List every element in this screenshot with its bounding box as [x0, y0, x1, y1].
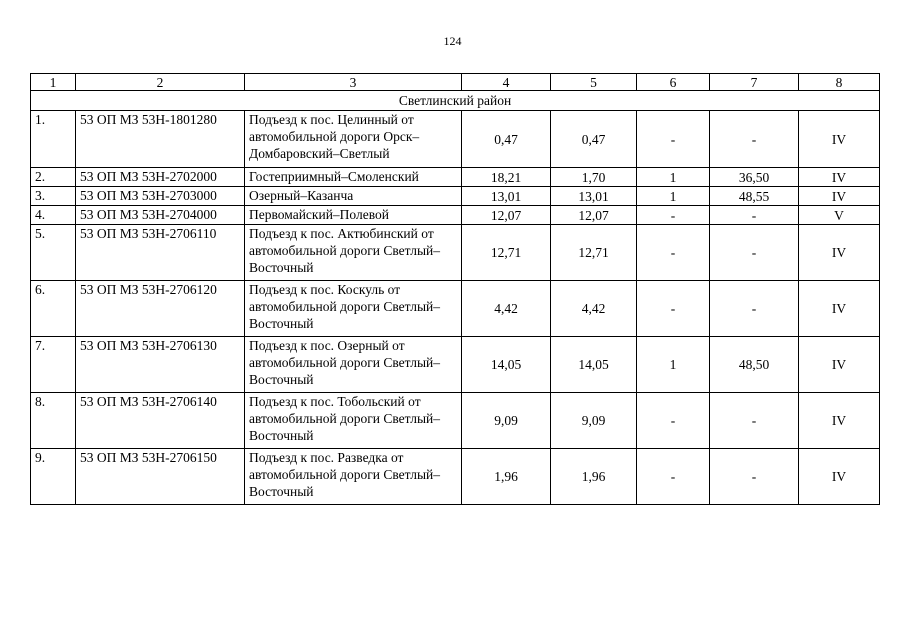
column-number: 8: [799, 74, 880, 91]
column-5-value: 1,96: [551, 449, 637, 505]
column-7-value: -: [710, 281, 799, 337]
row-number: 7.: [31, 337, 76, 393]
column-4-value: 1,96: [462, 449, 551, 505]
row-number: 5.: [31, 225, 76, 281]
table-row: [31, 168, 880, 187]
column-number-row: [31, 74, 880, 91]
row-number: 8.: [31, 393, 76, 449]
roads-table-body: [31, 74, 880, 505]
column-5-value: 14,05: [551, 337, 637, 393]
road-category: IV: [799, 449, 880, 505]
column-4-value: 12,71: [462, 225, 551, 281]
row-number: 3.: [31, 187, 76, 206]
road-name: Подъезд к пос. Озерный от автомобильной дороги Светлый–Восточный: [245, 337, 462, 393]
column-number: 7: [710, 74, 799, 91]
row-number: 9.: [31, 449, 76, 505]
column-5-value: 1,70: [551, 168, 637, 187]
column-7-value: 48,50: [710, 337, 799, 393]
column-4-value: 14,05: [462, 337, 551, 393]
road-category: IV: [799, 111, 880, 168]
column-5-value: 12,07: [551, 206, 637, 225]
column-7-value: 48,55: [710, 187, 799, 206]
road-code: 53 ОП МЗ 53Н-2704000: [76, 206, 245, 225]
table-row: [31, 449, 880, 505]
table-row: [31, 281, 880, 337]
column-number: 5: [551, 74, 637, 91]
column-4-value: 18,21: [462, 168, 551, 187]
column-4-value: 4,42: [462, 281, 551, 337]
district-row: [31, 91, 880, 111]
road-category: V: [799, 206, 880, 225]
road-code: 53 ОП МЗ 53Н-2706120: [76, 281, 245, 337]
road-name: Подъезд к пос. Разведка от автомобильной дороги Светлый–Восточный: [245, 449, 462, 505]
road-category: IV: [799, 393, 880, 449]
road-name: Озерный–Казанча: [245, 187, 462, 206]
road-name: Подъезд к пос. Тобольский от автомобильной дороги Светлый–Восточный: [245, 393, 462, 449]
roads-table: [30, 73, 880, 505]
column-number: 4: [462, 74, 551, 91]
column-6-value: -: [637, 281, 710, 337]
column-4-value: 13,01: [462, 187, 551, 206]
table-row: [31, 225, 880, 281]
road-code: 53 ОП МЗ 53Н-1801280: [76, 111, 245, 168]
column-5-value: 4,42: [551, 281, 637, 337]
page-number: 124: [443, 34, 462, 48]
table-row: [31, 206, 880, 225]
column-6-value: 1: [637, 337, 710, 393]
column-7-value: -: [710, 206, 799, 225]
row-number: 2.: [31, 168, 76, 187]
column-6-value: -: [637, 225, 710, 281]
district-name: Светлинский район: [31, 91, 880, 111]
table-row: [31, 337, 880, 393]
road-category: IV: [799, 187, 880, 206]
column-number: 1: [31, 74, 76, 91]
road-name: Подъезд к пос. Актюбинский от автомобильной дороги Светлый–Восточный: [245, 225, 462, 281]
column-5-value: 9,09: [551, 393, 637, 449]
column-6-value: 1: [637, 168, 710, 187]
column-6-value: -: [637, 111, 710, 168]
column-6-value: -: [637, 393, 710, 449]
table-row: [31, 111, 880, 168]
road-code: 53 ОП МЗ 53Н-2706140: [76, 393, 245, 449]
column-4-value: 0,47: [462, 111, 551, 168]
row-number: 4.: [31, 206, 76, 225]
road-code: 53 ОП МЗ 53Н-2703000: [76, 187, 245, 206]
road-code: 53 ОП МЗ 53Н-2702000: [76, 168, 245, 187]
column-4-value: 9,09: [462, 393, 551, 449]
column-6-value: -: [637, 206, 710, 225]
road-category: IV: [799, 337, 880, 393]
column-6-value: 1: [637, 187, 710, 206]
road-name: Подъезд к пос. Коскуль от автомобильной дороги Светлый–Восточный: [245, 281, 462, 337]
road-name: Первомайский–Полевой: [245, 206, 462, 225]
table-row: [31, 187, 880, 206]
road-category: IV: [799, 225, 880, 281]
road-code: 53 ОП МЗ 53Н-2706150: [76, 449, 245, 505]
road-code: 53 ОП МЗ 53Н-2706110: [76, 225, 245, 281]
row-number: 6.: [31, 281, 76, 337]
road-category: IV: [799, 168, 880, 187]
column-5-value: 12,71: [551, 225, 637, 281]
column-7-value: -: [710, 225, 799, 281]
road-category: IV: [799, 281, 880, 337]
column-number: 6: [637, 74, 710, 91]
column-4-value: 12,07: [462, 206, 551, 225]
row-number: 1.: [31, 111, 76, 168]
road-name: Гостеприимный–Смоленский: [245, 168, 462, 187]
column-6-value: -: [637, 449, 710, 505]
column-7-value: -: [710, 111, 799, 168]
column-5-value: 0,47: [551, 111, 637, 168]
road-name: Подъезд к пос. Целинный от автомобильной дороги Орск–Домбаровский–Светлый: [245, 111, 462, 168]
column-5-value: 13,01: [551, 187, 637, 206]
road-code: 53 ОП МЗ 53Н-2706130: [76, 337, 245, 393]
column-7-value: -: [710, 393, 799, 449]
column-7-value: -: [710, 449, 799, 505]
column-number: 3: [245, 74, 462, 91]
table-row: [31, 393, 880, 449]
column-7-value: 36,50: [710, 168, 799, 187]
column-number: 2: [76, 74, 245, 91]
